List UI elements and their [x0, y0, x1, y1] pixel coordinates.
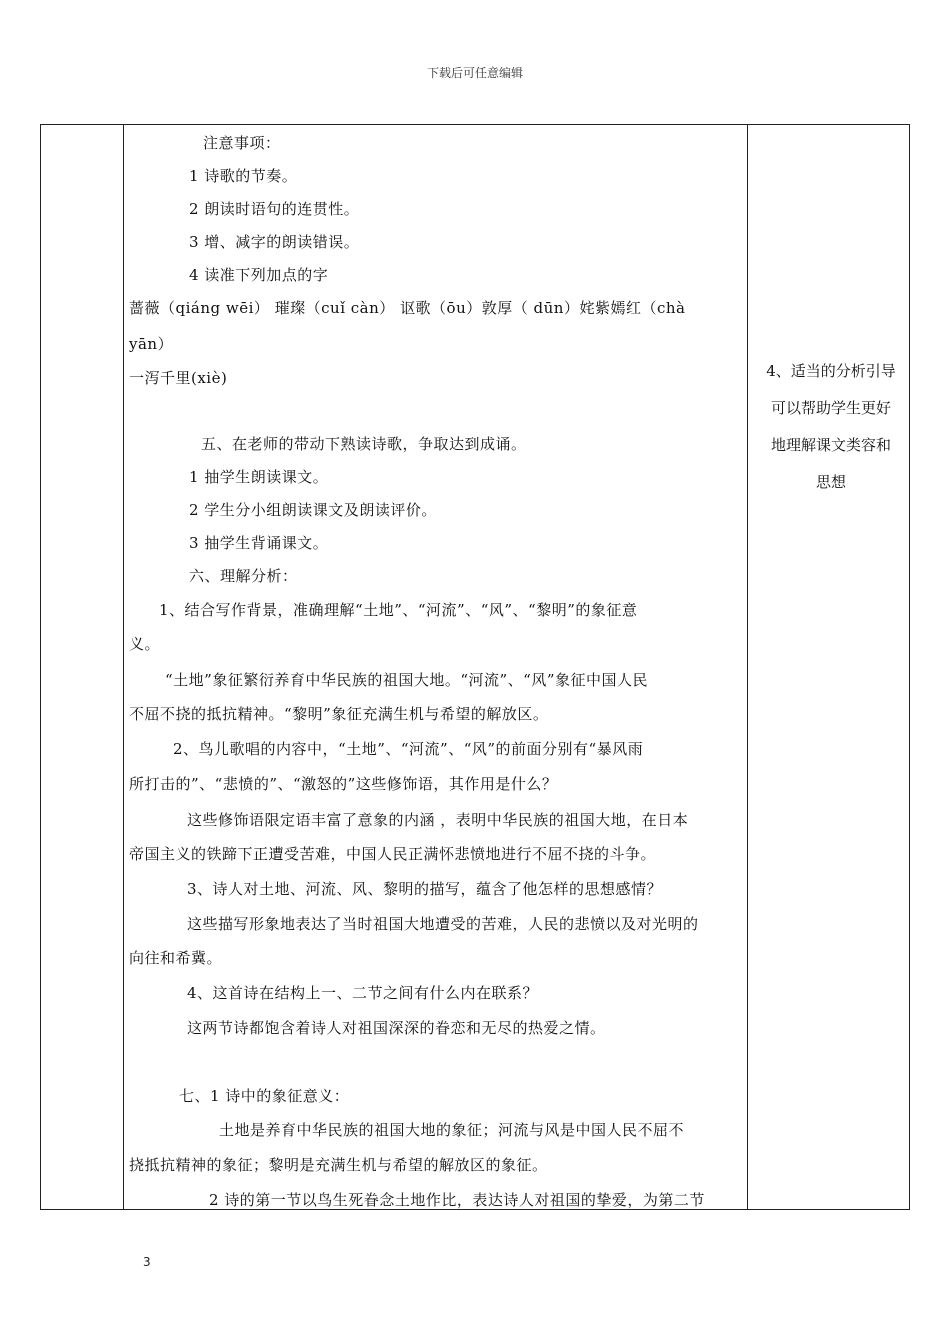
text-line: 五、在老师的带动下熟读诗歌，争取达到成诵。	[201, 435, 527, 453]
page-header: 下载后可任意编辑	[426, 66, 523, 80]
text-line: 不屈不挠的抵抗精神。“黎明”象征充满生机与希望的解放区。	[129, 705, 549, 723]
text-line: “土地”象征繁衍养育中华民族的祖国大地。“河流”、“风”象征中国人民	[165, 671, 649, 689]
text-line: 1、结合写作背景，准确理解“土地”、“河流”、“风”、“黎明”的象征意	[159, 601, 638, 619]
text-line: yān）	[129, 335, 174, 353]
column-divider	[123, 125, 124, 1209]
text-line: 2 朗读时语句的连贯性。	[189, 200, 360, 218]
text-line: 3、诗人对土地、河流、风、黎明的描写，蕴含了他怎样的思想感情？	[187, 880, 663, 898]
teaching-content-cell	[129, 125, 751, 1209]
text-line: 帝国主义的铁蹄下正遭受苦难，中国人民正满怀悲愤地进行不屈不挠的斗争。	[129, 845, 657, 863]
text-line: 2、鸟儿歌唱的内容中，“土地”、“河流”、“风”的前面分别有“暴风雨	[173, 740, 644, 758]
text-line: 3 抽学生背诵课文。	[189, 534, 329, 552]
text-line: 一泻千里(xiè)	[129, 369, 228, 387]
text-line: 七、1 诗中的象征意义：	[179, 1087, 350, 1105]
text-line: 1 诗歌的节奏。	[189, 167, 298, 185]
text-line: 这些修饰语限定语丰富了意象的内涵 ，表明中华民族的祖国大地，在日本	[187, 811, 689, 829]
text-line: 3 增、减字的朗读错误。	[189, 233, 360, 251]
text-line: 向往和希冀。	[129, 949, 223, 967]
text-line: 所打击的”、“悲愤的”、“激怒的”这些修饰语，其作用是什么？	[129, 775, 558, 793]
text-line: 这些描写形象地表达了当时祖国大地遭受的苦难，人民的悲愤以及对光明的	[187, 915, 699, 933]
text-line: 这两节诗都饱含着诗人对祖国深深的眷恋和无尽的热爱之情。	[187, 1019, 606, 1037]
text-line: 1 抽学生朗读课文。	[189, 468, 329, 486]
lesson-table	[40, 124, 910, 1210]
text-line: 2 诗的第一节以鸟生死眷念土地作比，表达诗人对祖国的挚爱，为第二节	[209, 1191, 705, 1209]
text-line: 注意事项：	[203, 134, 281, 152]
text-line: 六、理解分析：	[189, 567, 298, 585]
side-note-line: 4、适当的分析引导	[766, 362, 896, 380]
page-number: 3	[143, 1255, 151, 1269]
side-note-line: 地理解课文类容和	[770, 436, 891, 454]
design-intent-cell	[753, 353, 909, 501]
text-line: 义。	[129, 635, 161, 653]
text-line: 挠抵抗精神的象征；黎明是充满生机与希望的解放区的象征。	[129, 1156, 548, 1174]
side-note-line: 思想	[815, 473, 846, 491]
text-line: 土地是养育中华民族的祖国大地的象征；河流与风是中国人民不屈不	[219, 1121, 685, 1139]
text-line: 4 读准下列加点的字	[189, 266, 329, 284]
side-note-line: 可以帮助学生更好	[770, 399, 891, 417]
text-line: 4、这首诗在结构上一、二节之间有什么内在联系？	[187, 984, 539, 1002]
text-line: 2 学生分小组朗读课文及朗读评价。	[189, 501, 437, 519]
text-line: 蔷薇（qiáng wēi） 璀璨（cuǐ càn） 讴歌（ōu）敦厚（ dūn）姹紫嫣红（chà	[129, 299, 686, 317]
